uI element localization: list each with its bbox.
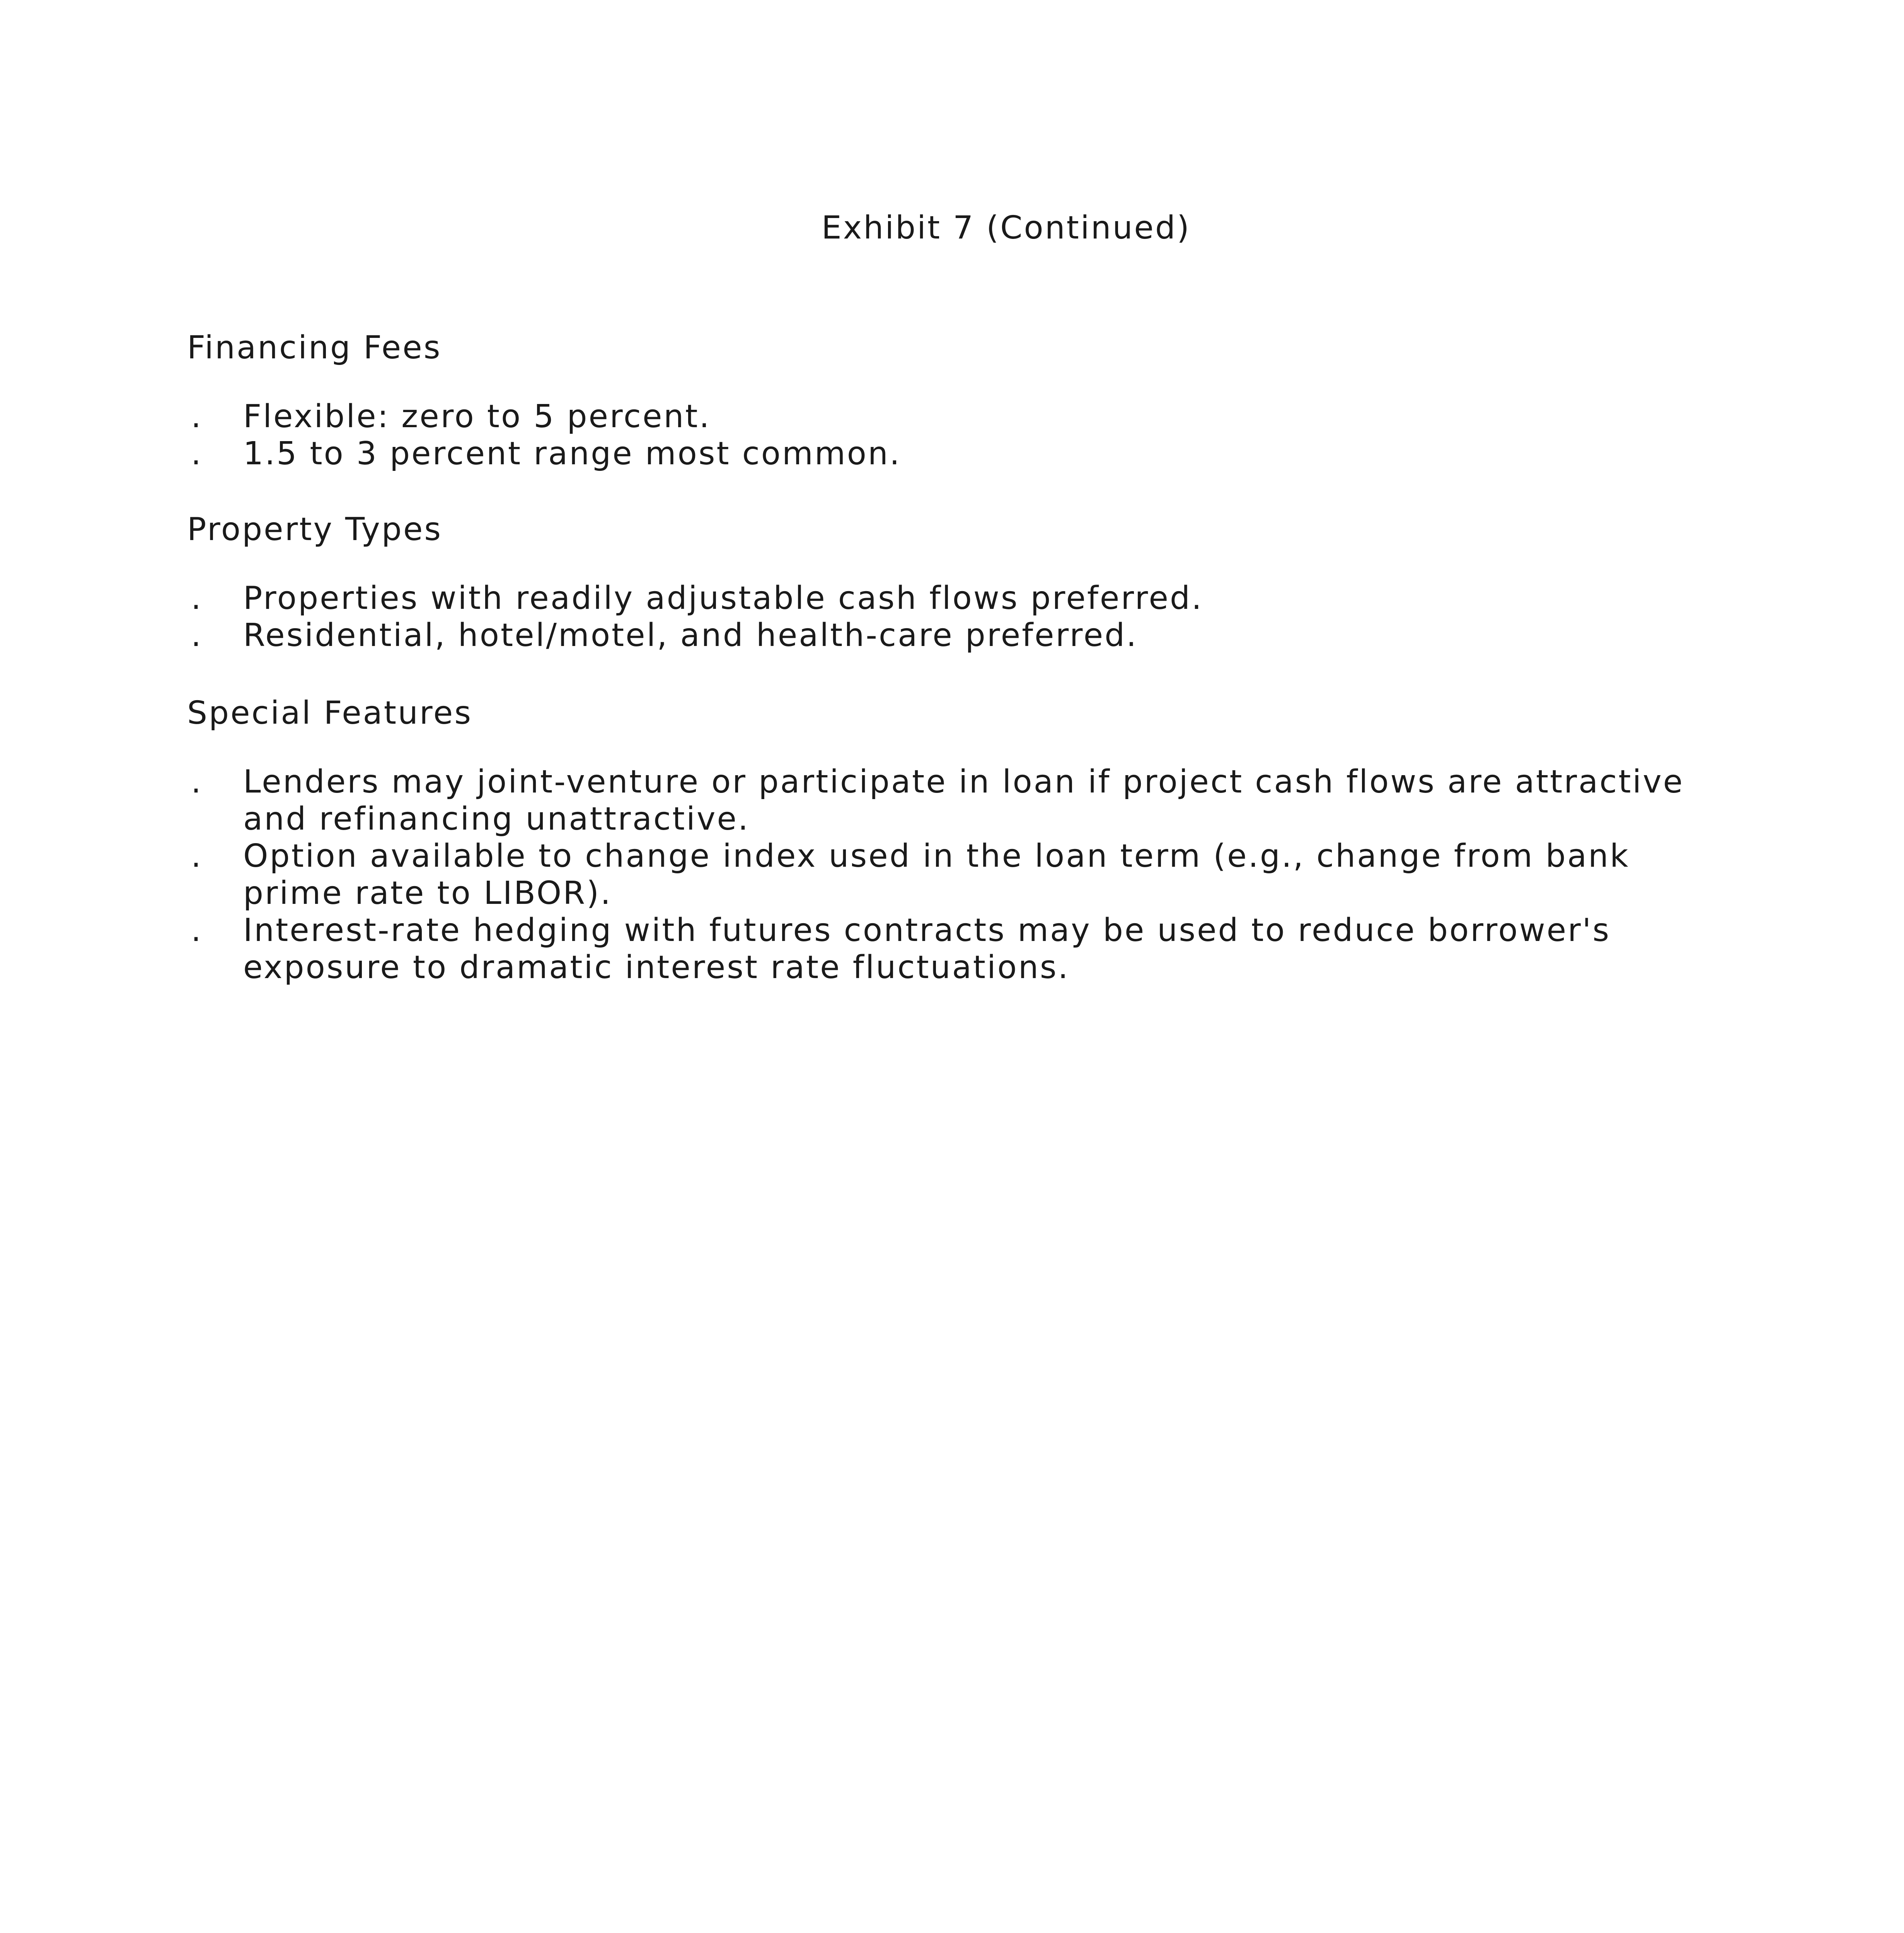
section-property-types xyxy=(187,510,1695,654)
bullet-marker: . xyxy=(191,912,203,949)
list-item xyxy=(187,838,1695,912)
list-item xyxy=(187,580,1695,617)
section-heading: Property Types xyxy=(187,511,443,548)
section-heading: Financing Fees xyxy=(187,329,442,366)
section-heading: Special Features xyxy=(187,695,473,731)
list-item-text: Interest-rate hedging with futures contracts may be used to reduce borrower's exposure to dramatic interest rate fluctuations. xyxy=(243,912,1611,986)
section-special-features xyxy=(187,694,1695,986)
list-item-text: Flexible: zero to 5 percent. xyxy=(243,398,711,435)
list-item xyxy=(187,398,1695,435)
list-item xyxy=(187,617,1695,654)
bullet-marker: . xyxy=(191,398,203,435)
list-item-text: Lenders may joint-venture or participate in loan if project cash flows are attractive and refinancing unattractive. xyxy=(243,764,1684,837)
bullet-marker: . xyxy=(191,838,203,874)
list-item-text: Properties with readily adjustable cash flows preferred. xyxy=(243,580,1203,617)
list-item xyxy=(187,435,1695,472)
bullet-list xyxy=(187,580,1695,654)
bullet-marker: . xyxy=(191,580,203,617)
list-item-text: 1.5 to 3 percent range most common. xyxy=(243,435,901,472)
bullet-marker: . xyxy=(191,617,203,654)
section-financing-fees xyxy=(187,329,1695,472)
bullet-list xyxy=(187,398,1695,472)
exhibit-title: Exhibit 7 (Continued) xyxy=(821,210,1191,246)
bullet-marker: . xyxy=(191,435,203,472)
list-item-text: Residential, hotel/motel, and health-care preferred. xyxy=(243,617,1138,654)
bullet-list xyxy=(187,764,1695,986)
list-item xyxy=(187,764,1695,838)
list-item xyxy=(187,912,1695,986)
list-item-text: Option available to change index used in the loan term (e.g., change from bank prime rate to LIBOR). xyxy=(243,838,1630,912)
bullet-marker: . xyxy=(191,764,203,800)
